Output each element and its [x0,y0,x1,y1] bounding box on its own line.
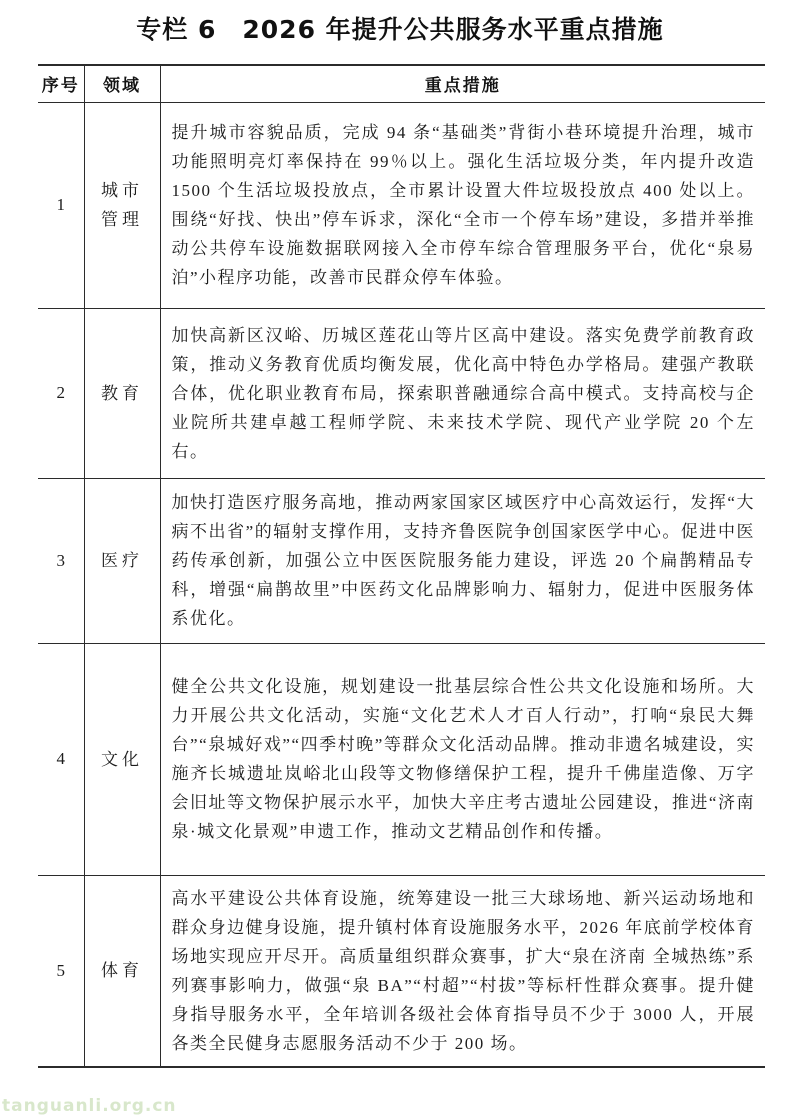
row-number: 5 [38,875,84,1067]
table-body [38,102,765,1067]
table-row [38,308,765,478]
row-number: 4 [38,643,84,875]
watermark: tanguanli.org.cn [2,1096,177,1116]
row-field: 教育 [84,308,160,478]
row-measures: 健全公共文化设施，规划建设一批基层综合性公共文化设施和场所。大力开展公共文化活动，实施“文化艺术人才百人行动”，打响“泉民大舞台”“泉城好戏”“四季村晚”等群众文化活动品牌。推动非遗名城建设，实施齐长城遗址岚峪北山段等文物修缮保护工程，提升千佛崖造像、万字会旧址等文物保护展示水平，加快大辛庄考古遗址公园建设，推进“济南泉·城文化景观”申遗工作，推动文艺精品创作和传播。 [160,643,765,875]
row-measures: 加快打造医疗服务高地，推动两家国家区域医疗中心高效运行，发挥“大病不出省”的辐射支撑作用，支持齐鲁医院争创国家医学中心。促进中医药传承创新，加强公立中医医院服务能力建设，评选 20 个扁鹊精品专科，增强“扁鹊故里”中医药文化品牌影响力、辐射力，促进中医服务体系优化。 [160,478,765,643]
col-header-field: 领域 [84,65,160,102]
row-field: 体育 [84,875,160,1067]
row-field: 文化 [84,643,160,875]
table-row [38,478,765,643]
row-number: 2 [38,308,84,478]
table-header [38,65,765,102]
row-measures: 提升城市容貌品质，完成 94 条“基础类”背街小巷环境提升治理，城市功能照明亮灯率保持在 99％以上。强化生活垃圾分类，年内提升改造 1500 个生活垃圾投放点，全市累计设置大件垃圾投放点 400 处以上。围绕“好找、快出”停车诉求，深化“全市一个停车场”建设，多措并举推动公共停车设施数据联网接入全市停车综合管理服务平台，优化“泉易泊”小程序功能，改善市民群众停车体验。 [160,102,765,308]
col-header-measures: 重点措施 [160,65,765,102]
page-title: 专栏 6 2026 年提升公共服务水平重点措施 [136,15,664,44]
row-number: 1 [38,102,84,308]
table-row [38,102,765,308]
row-number: 3 [38,478,84,643]
measures-table [38,64,765,1068]
header-row [38,65,765,102]
row-field: 医疗 [84,478,160,643]
row-measures: 高水平建设公共体育设施，统筹建设一批三大球场地、新兴运动场地和群众身边健身设施，提升镇村体育设施服务水平，2026 年底前学校体育场地实现应开尽开。高质量组织群众赛事，扩大“泉在济南 全城热练”系列赛事影响力，做强“泉 BA”“村超”“村拔”等标杆性群众赛事。提升健身指导服务水平，全年培训各级社会体育指导员不少于 3000 人，开展各类全民健身志愿服务活动不少于 200 场。 [171,888,755,1053]
row-measures: 加快高新区汉峪、历城区莲花山等片区高中建设。落实免费学前教育政策，推动义务教育优质均衡发展，优化高中特色办学格局。建强产教联合体，优化职业教育布局，探索职普融通综合高中模式。支持高校与企业院所共建卓越工程师学院、未来技术学院、现代产业学院 20 个左右。 [160,308,765,478]
table-row [38,875,765,1067]
row-field: 城市管理 [84,102,160,308]
col-header-number: 序号 [38,65,84,102]
table-row [38,643,765,875]
